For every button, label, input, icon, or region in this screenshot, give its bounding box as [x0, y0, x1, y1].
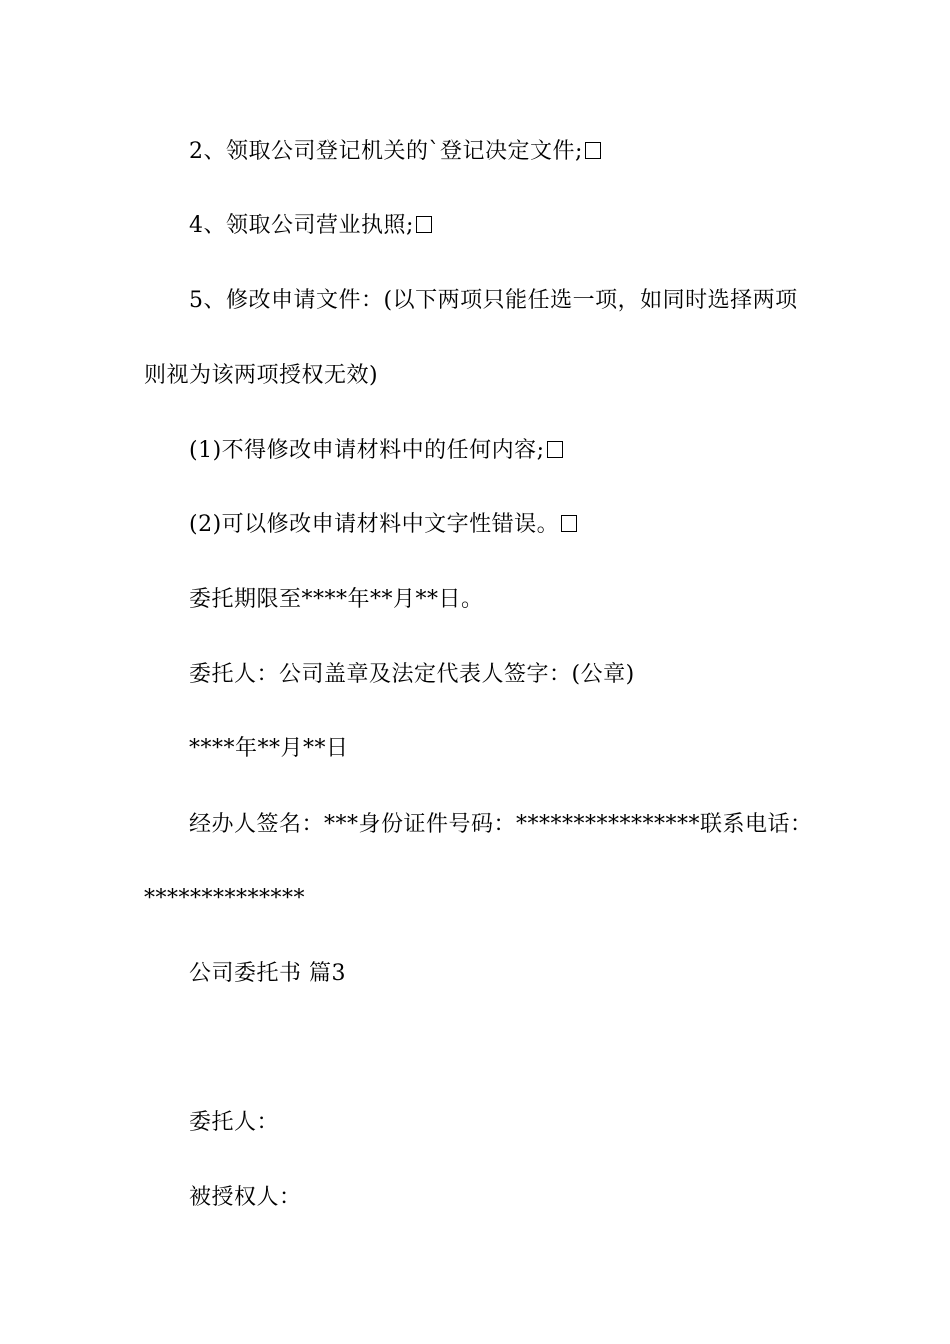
item-text: ****年**月**日: [189, 736, 349, 761]
authorized-person-label: [189, 1183, 302, 1213]
agent-phone-number: [144, 884, 305, 914]
item-text: (2)可以修改申请材料中文字性错误。: [189, 512, 560, 537]
item-text: 委托人：公司盖章及法定代表人签字：(公章): [189, 662, 635, 687]
item-text: 2、领取公司登记机关的`登记决定文件;: [189, 139, 583, 164]
agent-info: [189, 810, 813, 840]
checkbox[interactable]: [585, 142, 601, 159]
item-text: (1)不得修改申请材料中的任何内容;: [189, 438, 545, 463]
item-4-business-license: [189, 211, 432, 241]
item-2-registration-decision: [189, 137, 601, 167]
checkbox[interactable]: [547, 441, 563, 458]
item-text: 被授权人：: [189, 1185, 302, 1210]
checkbox[interactable]: [561, 515, 577, 532]
entrustment-period: [189, 585, 484, 615]
section-heading: [189, 959, 346, 989]
item-text: 则视为该两项授权无效): [144, 363, 379, 388]
item-text: **************: [144, 886, 305, 911]
item-5-modify-application: [189, 286, 798, 316]
option-2-textual-errors: [189, 510, 577, 540]
signature-date: [189, 734, 349, 764]
item-text: 委托人：: [189, 1110, 280, 1135]
principal-label: [189, 1108, 279, 1138]
item-text: 4、领取公司营业执照;: [189, 213, 414, 238]
item-text: 经办人签名：***身份证件号码：****************联系电话：: [189, 812, 813, 837]
heading-text: 公司委托书 篇3: [189, 961, 346, 986]
item-text: 委托期限至****年**月**日。: [189, 587, 484, 612]
item-text: 5、修改申请文件：(以下两项只能任选一项，如同时选择两项: [189, 288, 798, 313]
option-1-no-modification: [189, 436, 563, 466]
item-5-continuation: [144, 361, 378, 391]
principal-signature: [189, 660, 635, 690]
checkbox[interactable]: [416, 216, 432, 233]
